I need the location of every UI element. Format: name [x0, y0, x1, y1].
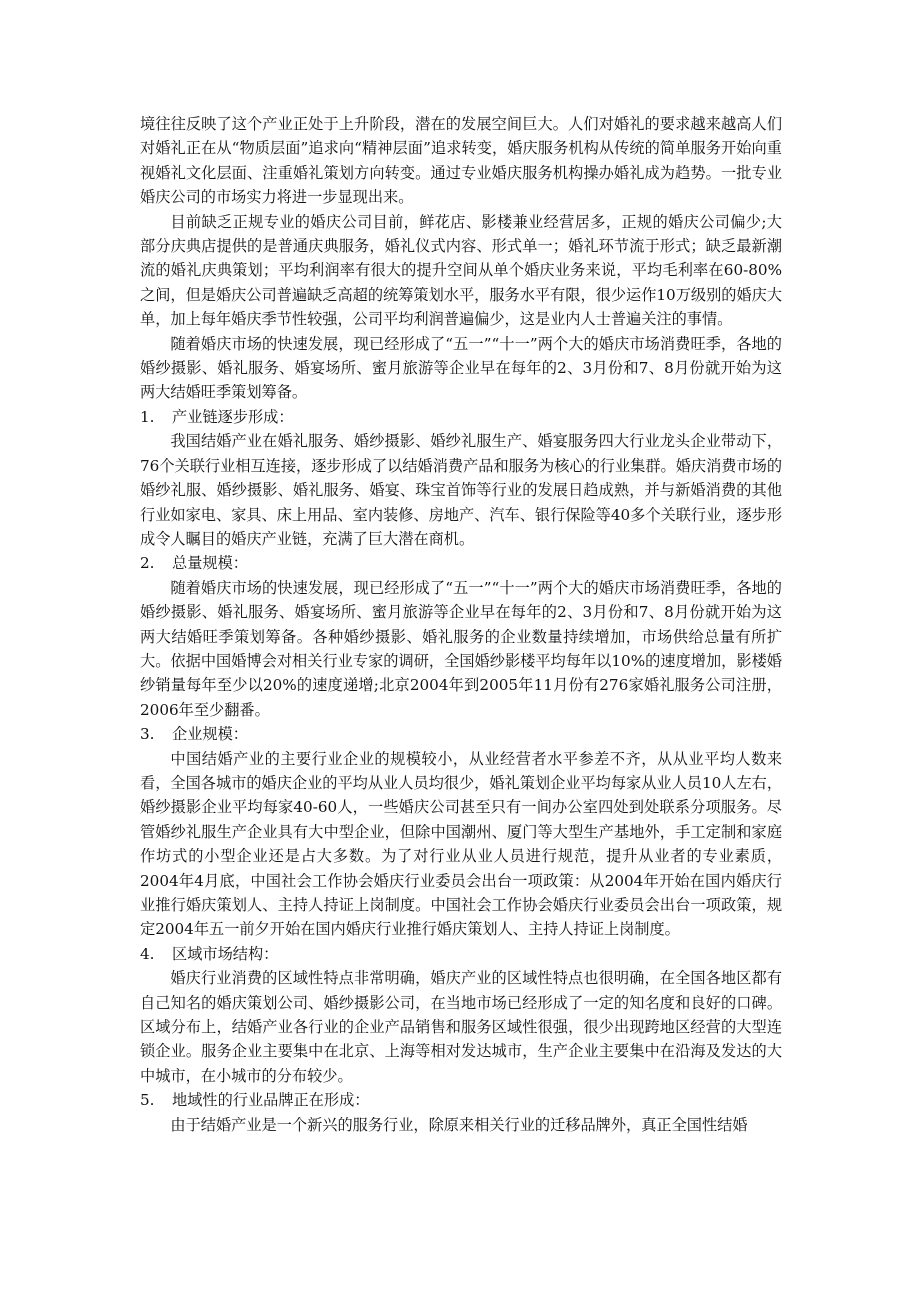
section-heading-3 [140, 722, 782, 746]
section-title: 区域市场结构： [172, 944, 279, 963]
paragraph-intro-continued: 境往往反映了这个产业正处于上升阶段，潜在的发展空间巨大。人们对婚礼的要求越来越高人们对婚礼正在从“物质层面”追求向“精神层面”追求转变，婚庆服务机构从传统的简单服务开始向重视婚礼文化层面、注重婚礼策划方向转变。通过专业婚庆服务机构操办婚礼成为趋势。一批专业婚庆公司的市场实力将进一步显现出来。 [140, 115, 782, 207]
section-heading-5 [140, 1088, 782, 1112]
paragraph-regional-brands: 由于结婚产业是一个新兴的服务行业，除原来相关行业的迁移品牌外，真正全国性结婚 [170, 1115, 748, 1134]
section-number: 5. [140, 1091, 155, 1110]
section-number: 4. [140, 944, 155, 963]
section-title: 总量规模： [172, 554, 248, 573]
document-page [140, 112, 782, 1137]
section-title: 企业规模： [172, 725, 248, 744]
section-number: 1. [140, 407, 155, 426]
paragraph-enterprise-scale: 中国结婚产业的主要行业企业的规模较小，从业经营者水平参差不齐，从从业平均人数来看，全国各城市的婚庆企业的平均从业人员均很少，婚礼策划企业平均每家从业人员10人左右，婚纱摄影企业平均每家40-60人，一些婚庆公司甚至只有一间办公室四处到处联系分项服务。尽管婚纱礼服生产企业具有大中型企业，但除中国潮州、厦门等大型生产基地外，手工定制和家庭作坊式的小型企业还是占大多数。为了对行业从业人员进行规范，提升从业者的专业素质，2004年4月底，中国社会工作协会婚庆行业委员会出台一项政策：从2004年开始在国内婚庆行业推行婚庆策划人、主持人持证上岗制度。中国社会工作协会婚庆行业委员会出台一项政策，规定2004年五一前夕开始在国内婚庆行业推行婚庆策划人、主持人持证上岗制度。 [140, 749, 783, 939]
paragraph-regional-structure: 婚庆行业消费的区域性特点非常明确，婚庆产业的区域性特点也很明确，在全国各地区都有自己知名的婚庆策划公司、婚纱摄影公司，在当地市场已经形成了一定的知名度和良好的口碑。区域分布上，结婚产业各行业的企业产品销售和服务区域性很强，很少出现跨地区经营的大型连锁企业。服务企业主要集中在北京、上海等相对发达城市，生产企业主要集中在沿海及发达的大中城市，在小城市的分布较少。 [140, 969, 782, 1085]
paragraph-industry-chain: 我国结婚产业在婚礼服务、婚纱摄影、婚纱礼服生产、婚宴服务四大行业龙头企业带动下，76个关联行业相互连接，逐步形成了以结婚消费产品和服务为核心的行业集群。婚庆消费市场的婚纱礼服、婚纱摄影、婚礼服务、婚宴、珠宝首饰等行业的发展日趋成熟，并与新婚消费的其他行业如家电、家具、床上用品、室内装修、房地产、汽车、银行保险等40多个关联行业，逐步形成令人瞩目的婚庆产业链，充满了巨大潜在商机。 [140, 432, 783, 548]
section-heading-2 [140, 551, 782, 575]
section-title: 地域性的行业品牌正在形成： [172, 1091, 370, 1110]
paragraph-peak-seasons: 随着婚庆市场的快速发展，现已经形成了“五一”“十一”两个大的婚庆市场消费旺季，各地的婚纱摄影、婚礼服务、婚宴场所、蜜月旅游等企业早在每年的2、3月份和7、8月份就开始为这两大结婚旺季策划筹备。 [140, 334, 782, 402]
section-number: 3. [140, 725, 155, 744]
paragraph-lack-of-professional-companies: 目前缺乏正规专业的婚庆公司目前，鲜花店、影楼兼业经营居多，正规的婚庆公司偏少;大部分庆典店提供的是普通庆典服务，婚礼仪式内容、形式单一；婚礼环节流于形式；缺乏最新潮流的婚礼庆典策划；平均利润率有很大的提升空间从单个婚庆业务来说，平均毛利率在60-80%之间，但是婚庆公司普遍缺乏高超的统筹策划水平，服务水平有限，很少运作10万级别的婚庆大单，加上每年婚庆季节性较强，公司平均利润普遍偏少，这是业内人士普遍关注的事情。 [140, 212, 783, 329]
section-heading-1 [140, 405, 782, 429]
section-heading-4 [140, 942, 782, 966]
section-number: 2. [140, 554, 155, 573]
section-title: 产业链逐步形成： [172, 407, 294, 426]
paragraph-total-scale: 随着婚庆市场的快速发展，现已经形成了“五一”“十一”两个大的婚庆市场消费旺季，各地的婚纱摄影、婚礼服务、婚宴场所、蜜月旅游等企业早在每年的2、3月份和7、8月份就开始为这两大结婚旺季策划筹备。各种婚纱摄影、婚礼服务的企业数量持续增加，市场供给总量有所扩大。依据中国婚博会对相关行业专家的调研，全国婚纱影楼平均每年以10%的速度增加，影楼婚纱销量每年至少以20%的速度递增;北京2004年到2005年11月份有276家婚礼服务公司注册，2006年至少翻番。 [140, 578, 782, 719]
